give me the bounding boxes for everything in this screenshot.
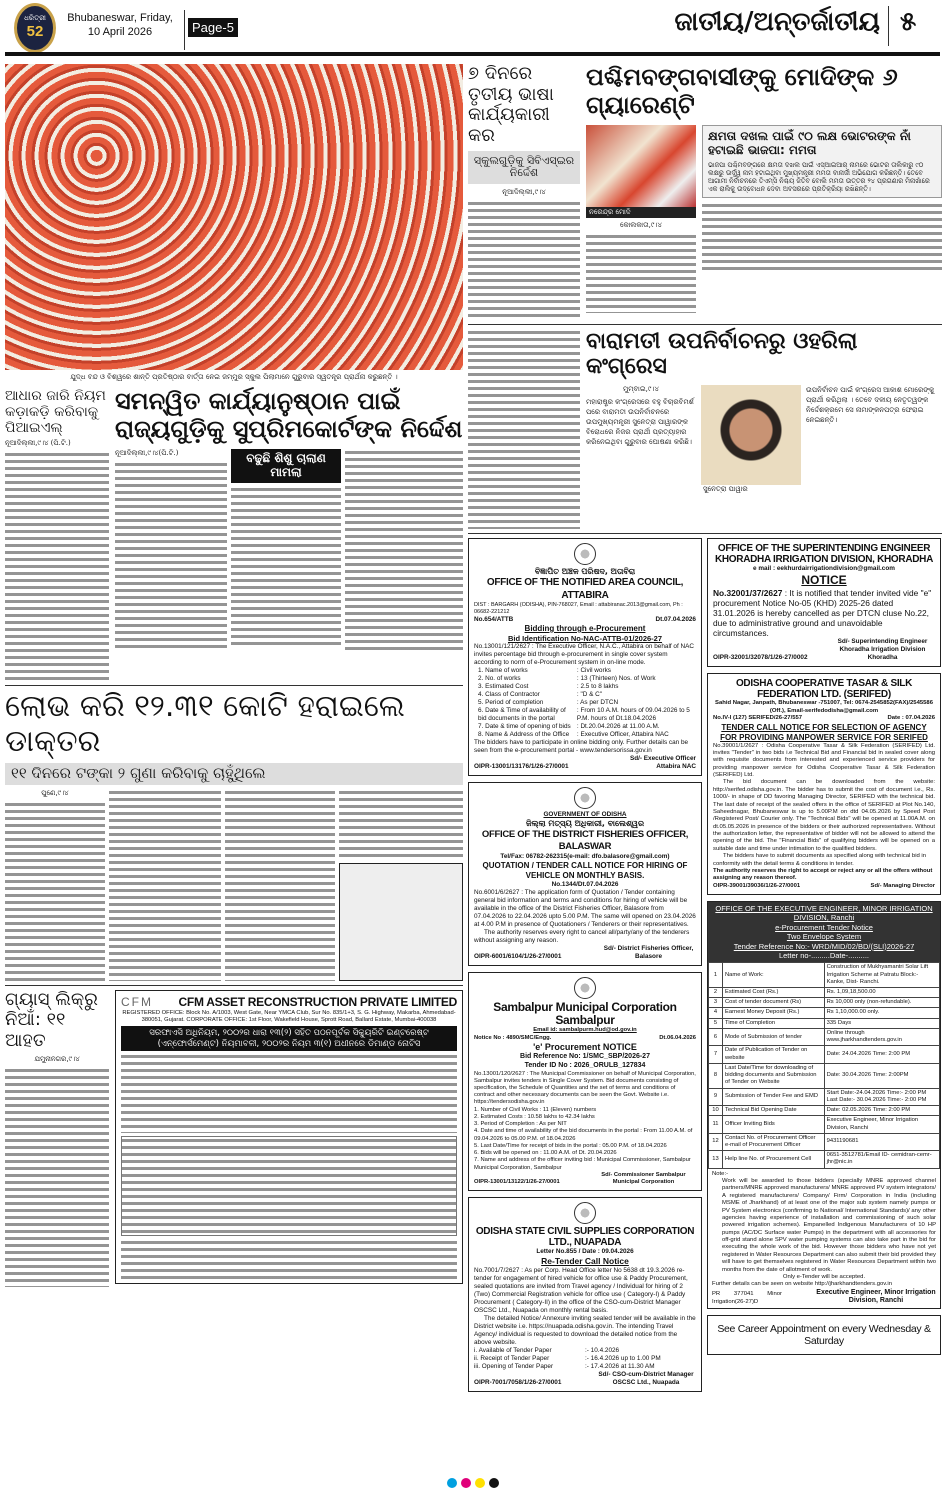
sambalpur-heading: 'e' Procurement NOTICE	[533, 1041, 637, 1052]
serifed-p1: No.39001/1/2627 : Odisha Cooperative Tasar & Silk Federation (SERIFED) Ltd. invites "Tender" in two bids i.e Technical Bid and Financial bid in sealed cover along with requisite documents from interested and experienced service providers for providing manpower service for Odisha Cooperative Tasar & Silk Federation (SERIFED) Ltd.	[713, 742, 935, 779]
row-number: 10	[709, 1106, 723, 1116]
dateline-gas: ଯମୁନାନଗର,୯।୪	[34, 1054, 80, 1063]
row-label: Help line No. of Procurement Cell	[723, 1151, 825, 1168]
attabira-item	[474, 683, 696, 691]
page-label: Page-5	[188, 18, 238, 37]
item-value: : "D & C"	[576, 691, 603, 699]
table-row	[709, 1133, 940, 1150]
row-number: 9	[709, 1088, 723, 1105]
row-number: 1	[709, 963, 723, 988]
mamata-body: ଭାଜପା ପଶ୍ଚିମବଙ୍ଗରେ କ୍ଷମତା ଦଖଲ ପାଇଁ ଏସ୍ଆଇଆର୍ ନାମରେ ଭୋଟର ତାଲିକାରୁ ୯୦ ଲକ୍ଷରୁ ଊର୍ଦ୍ଧ୍ୱ ନାମ ହଟାଇଥିବା ମୁଖ୍ୟମନ୍ତ୍ରୀ ମମତା ବାନାର୍ଜୀ ଅଭିଯୋଗ କରିଛନ୍ତି। ତେବେ ଆଗାମୀ ନିର୍ବାଚନରେ ତିଏମ୍‌ସି ନିଶ୍ଚୟ ଜିତିବ ବୋଲି ମମତା ଉତ୍ତର ୨୪ ପ୍ରଗଣାର ମିନାଖାଁରେ ଏକ ରାଲିକୁ ଉଦ୍‌ବୋଧନ ଦେବା ଅବସରରେ ପ୍ରତିକ୍ରିୟା ରଖିଛନ୍ତି।	[708, 160, 930, 194]
table-row	[709, 1008, 940, 1018]
serifed-title: ODISHA COOPERATIVE TASAR & SILK FEDERATION LTD. (SERIFED)	[735, 678, 913, 701]
ranchi-header-line: Two Envelope System	[786, 932, 862, 942]
body-text	[702, 202, 942, 272]
attabira-oipr: OIPR-13001/13176/1/26-27/0001	[474, 763, 569, 771]
fisheries-contact: Tel/Fax: 06782-262315(e-mail: dfo.balasore@gmail.com)	[500, 852, 670, 860]
anniversary-logo	[14, 3, 56, 53]
fisheries-p1: No.6001/6/2627 : The application form of Quotation / Tender containing general bid information and terms and conditions for hiring of vehicle will be available in the office of the District Fisheries Officer, Balasore from 07.04.2026 to 22.04.2026 upto 5.00 P.M. The same will opened on 23.04.2026 at 4.00 P.M in presence of Quotationers / Tenderers or their representatives.	[474, 888, 696, 928]
section-title: ଜାତୀୟ/ଅନ୍ତର୍ଜାତୀୟ	[674, 7, 880, 37]
dateline-aadhaar: ନୂଆଦିଲ୍ଲୀ,୯।୪ (ପି.ଟି.)	[5, 439, 71, 448]
khoradha-email: e mail : eekhurdairrigationdivision@gmail.com	[753, 565, 895, 573]
left-column	[5, 64, 463, 1290]
item-label: 5. Period of completion	[478, 699, 544, 707]
row-number: 7	[709, 1046, 723, 1063]
attabira-item	[474, 707, 696, 723]
item-label: 7. Date & time of opening of bids	[478, 723, 571, 731]
cfm-footer	[121, 1239, 457, 1279]
notice-serifed	[707, 673, 941, 895]
photo-caption: ଯୁଦ୍ଧ ବନ୍ଦ ଓ ବିଶ୍ୱରେ ଶାନ୍ତି ପ୍ରତିଷ୍ଠାର ବାର୍ତ୍ତା ନେଇ ଜମ୍ମୁର ସ୍କୁଲ ପିଲାମାନେ ଗୁରୁବାର ସ୍ୱତନ୍ତ୍ର ପ୍ରାର୍ଥନା କରୁଛନ୍ତି ।	[70, 373, 398, 381]
attabira-item	[474, 675, 696, 683]
body-text	[225, 789, 335, 981]
row-value: Online through www.jharkhandtenders.gov.in	[824, 1028, 939, 1045]
row-value: Construction of Mukhyamantri Solar Lift Irrigation Scheme at Patratu Block:- Kanke, Dist- Ranchi.	[824, 963, 939, 988]
oscsc-item	[474, 1347, 696, 1355]
row-number: 11	[709, 1116, 723, 1133]
fisheries-p2: The authority reserves every right to cancel all/party/any of the tenderers without assigning any reason.	[474, 928, 690, 944]
dateline-kolkata: କୋଲକାତା,୯।୪	[619, 221, 663, 230]
oscsc-item	[474, 1363, 696, 1371]
cfm-logo: CFM	[121, 994, 153, 1009]
mamata-box	[702, 125, 942, 198]
sambalpur-bid-ref: Bid Reference No: 1/SMC_SBP/2026-27	[520, 1053, 650, 1060]
attabira-item	[474, 667, 696, 675]
sunetra-caption: ସୁନେତ୍ରା ପାୱାର	[703, 484, 748, 493]
oscsc-sign: Sd/- CSO-cum-District Manager OSCSC Ltd., Nuapada	[598, 1370, 694, 1386]
notice-fisheries	[468, 782, 702, 966]
table-row	[709, 1088, 940, 1105]
serifed-ref: No.IV-I (127) SERIFED/26-27/557	[713, 715, 803, 722]
item-value: : Executive Officer, Attabira NAC	[576, 731, 669, 739]
body-text	[5, 1067, 109, 1287]
ranchi-note-label: Note:-	[712, 1170, 729, 1177]
item-value: : Dt.20.04.2026 at 11.00 A.M.	[576, 723, 660, 731]
item-label: 2. No. of works	[478, 675, 521, 683]
attabira-date: Dt.07.04.2026	[655, 615, 696, 623]
page-body	[5, 64, 942, 1398]
khoradha-oipr: OIPR-32001/32078/1/26-27/0002	[713, 654, 808, 662]
item-value: : As per DTCN	[576, 699, 619, 707]
dateline-day: Bhubaneswar, Friday,	[67, 12, 173, 24]
modi-photo	[586, 125, 696, 207]
dateline-pune: ପୁଣେ,୯।୪	[41, 788, 69, 797]
body-text	[115, 461, 227, 651]
table-row	[709, 1028, 940, 1045]
attabira-heading: Bidding through e-Procurement	[524, 623, 646, 633]
notice-sambalpur	[468, 972, 702, 1191]
row-value: 335 Days	[824, 1018, 939, 1028]
item-value: : Civil works	[576, 667, 611, 675]
sambalpur-item: 5. Last Date/Time for receipt of bids in the portal : 05.00 P.M. of 18.04.2026	[474, 1142, 667, 1149]
attabira-item	[474, 699, 696, 707]
serifed-p3: The bidders have to submit documents as specified along with technical bid in conformity with the detail terms & conditions in tender.	[713, 853, 927, 867]
item-label: iii. Opening of Tender Paper	[474, 1362, 554, 1370]
table-row	[709, 1046, 940, 1063]
ranchi-pr: PR 377041 Minor Irrigation(26-27)D	[712, 1291, 782, 1305]
sambalpur-item: 4. Date and time of availability of the bid documents in the portal : From 11.00 A.M. of 09.04.2026 to 05.00 P.M. of 18.04.2026	[474, 1128, 693, 1142]
sambalpur-oipr: OIPR-13001/13122/1/26-27/0001	[474, 1179, 560, 1186]
row-value: Start Date:-24.04.2026 Time:- 2:00 PM Last Date:- 30.04.2026 Time:- 2:00 PM	[824, 1088, 939, 1105]
dateline-delhi: ନୂଆଦିଲ୍ଲୀ,୯।୪	[502, 188, 546, 197]
headline-third-language: ୭ ଦିନରେ ତୃତୀୟ ଭାଷା କାର୍ଯ୍ୟକାରୀ କର	[468, 63, 554, 147]
khoradha-ref: No.32001/37/2627	[713, 588, 783, 599]
fisheries-sign: Sd/- District Fisheries Officer, Balasore	[603, 944, 694, 960]
item-value: :- 10.4.2026	[585, 1346, 620, 1354]
serifed-oipr: OIPR-39001/39036/1/26-27/0001	[713, 882, 801, 889]
ranchi-header-line: Letter no-.........Date-..........	[778, 950, 870, 960]
school-prayer-photo	[5, 64, 463, 370]
row-value: 9431190681	[824, 1133, 939, 1150]
oscsc-logo-icon	[574, 1202, 596, 1224]
attabira-item	[474, 731, 696, 739]
right-column	[468, 64, 942, 1398]
attabira-item	[474, 691, 696, 699]
page-number: ୫	[900, 7, 917, 37]
oscsc-oipr: OIPR-7001/7058/1/26-27/0001	[474, 1378, 562, 1386]
fisheries-title: OFFICE OF THE DISTRICT FISHERIES OFFICER, BALASWAR	[481, 829, 689, 853]
ranchi-note-2: Only e-Tender will be accepted.	[782, 1273, 866, 1280]
subhead-cbse: ସ୍କୁଲଗୁଡ଼ିକୁ ସିବିଏସ୍‌ଇର ନିର୍ଦ୍ଦେଶ	[468, 151, 580, 184]
ranchi-header-line: e-Procurement Tender Notice	[775, 922, 873, 932]
body-text	[468, 200, 580, 320]
notice-ranchi	[707, 901, 941, 1309]
attabira-footer: The bidders have to participate in online bidding only. Further details can be seen from the e-procurement portal - www.tendersorissa.gov.in	[474, 739, 689, 755]
khoradha-body: : It is notified that tender invited vide "e" procurement Notice No-05 (KHD) 2025-26 dated 31.01.2026 is hereby cancelled as per DTCN cluse No.22, due to administrative ground and unavoidable circumstances.	[713, 588, 932, 639]
item-label: 1. Name of works	[478, 667, 528, 675]
print-registration-marks	[0, 1475, 945, 1493]
callout-child-trafficking: ବଢୁଛି ଶିଶୁ ଚାଲାଣ ମାମଲା	[231, 449, 341, 483]
item-label: ii. Receipt of Tender Paper	[474, 1354, 550, 1362]
row-value: Rs 1,10,000.00 only.	[824, 1008, 939, 1018]
row-label: Officer Inviting Bids	[723, 1116, 825, 1133]
notice-khoradha	[707, 538, 941, 667]
row-label: Contact No. of Procurement Officer e-mail of Procurement Officer	[723, 1133, 825, 1150]
row-label: Mode of Submission of tender	[723, 1028, 825, 1045]
sambalpur-email: Email id: sambalpurm.hud@od.gov.in	[533, 1027, 637, 1034]
oscsc-heading: Re-Tender Call Notice	[541, 1256, 629, 1267]
attabira-ref: No.654/ATTB	[474, 615, 514, 623]
cfm-table	[121, 1136, 457, 1236]
serifed-p4: The authority reserves the right to accept or reject any or all the offers without assigning any reason thereof.	[713, 867, 933, 882]
row-number: 4	[709, 1008, 723, 1018]
modi-photo-caption: ନରେନ୍ଦ୍ର ମୋଦି	[586, 207, 696, 218]
row-number: 8	[709, 1063, 723, 1088]
cfm-address: REGISTERED OFFICE: Block No. A/1003, West Gate, Near YMCA Club, Sur No. 835/1+3, S. G. Highway, Makarba, Ahmedabad-380051, Gujarat. CORPORATE OFFICE: 1st Floor, Wakefield House, Sprott Road, Ballard Estate, Mumbai-400038	[122, 1009, 456, 1023]
fisheries-heading: QUOTATION / TENDER CALL NOTICE FOR HIRING OF VEHICLE ON MONTHLY BASIS.	[482, 860, 688, 880]
item-label: 6. Date & Time of availability of bid documents in the portal	[478, 707, 566, 723]
row-number: 13	[709, 1151, 723, 1168]
row-value: Date: 02.05.2026 Time: 2:00 PM	[824, 1106, 939, 1116]
item-value: : 2.5 to 8 lakhs	[576, 683, 619, 691]
attabira-item	[474, 723, 696, 731]
headline-doctor: ଲୋଭ କରି ୧୨.୩୧ କୋଟି ହରାଇଲେ ଡାକ୍ତର	[5, 689, 405, 759]
item-label: 8. Name & Address of the Office	[478, 731, 570, 739]
fisheries-odia-title: ଜିଲ୍ଲା ମତ୍ସ୍ୟ ଅଧିକାରୀ, ବାଲେଶ୍ୱର	[525, 819, 645, 829]
attabira-title: OFFICE OF THE NOTIFIED AREA COUNCIL, ATTABIRA	[486, 577, 684, 601]
headline-aadhaar: ଆଧାର ଜାରି ନିୟମ କଡ଼ାକଡ଼ି କରିବାକୁ ପିଆଇଏଲ୍	[5, 388, 106, 437]
sambalpur-title: Sambalpur Municipal Corporation Sambalpur	[493, 999, 677, 1028]
sambalpur-sign: Sd/- Commissioner Sambalpur Municipal Corporation	[601, 1171, 686, 1186]
khoradha-heading: NOTICE	[801, 573, 847, 588]
table-row	[709, 1018, 940, 1028]
item-value: :- 16.4.2026 up to 1.00 PM	[585, 1354, 661, 1362]
serifed-date: Date : 07.04.2026	[887, 715, 935, 722]
body-text	[345, 449, 463, 654]
fisheries-ref: No.1344/Dt.07.04.2026	[551, 880, 619, 888]
career-banner: See Career Appointment on every Wednesday & Saturday	[707, 1315, 941, 1355]
serifed-heading: TENDER CALL NOTICE FOR SELECTION OF AGENCY FOR PROVIDING MANPOWER SERVICE FOR SERIFED	[720, 722, 928, 742]
dateline-date: 10 April 2026	[87, 25, 153, 38]
attabira-contact: DIST : BARGARH (ODISHA), PIN-768027, Email : attabiranac.2013@gmail.com, Ph : 06682-221212	[474, 602, 683, 615]
sambalpur-tender-id: Tender ID No : 2026_ORULB_127834	[524, 1061, 646, 1069]
smc-emblem-icon	[574, 977, 596, 999]
row-number: 5	[709, 1018, 723, 1028]
oscsc-item	[474, 1355, 696, 1363]
table-row	[709, 1106, 940, 1116]
body-text	[231, 486, 341, 646]
table-row	[709, 998, 940, 1008]
notice-attabira	[468, 538, 702, 776]
logo-years: 52	[26, 23, 44, 40]
attabira-intro: No.13001/121/2627 : The Executive Officer, N.A.C., Attabira on behalf of NAC invites percentage bid through e-procurement in single cover system according to norm of e-Procurement system in on-line mode.	[474, 643, 695, 667]
item-label: 4. Class of Contractor	[478, 691, 540, 699]
row-number: 2	[709, 988, 723, 998]
cfm-demand-notice	[115, 990, 463, 1285]
serifed-sign: Sd/- Managing Director	[870, 882, 935, 889]
dateline	[60, 12, 180, 40]
mamata-headline: କ୍ଷମତା ଦଖଲ ପାଇଁ ୯୦ ଲକ୍ଷ ଭୋଟରଙ୍କ ନାଁ ହଟାଇଛି ଭାଜପା: ମମତା	[708, 129, 911, 157]
row-number: 3	[709, 998, 723, 1008]
body-text	[468, 329, 580, 529]
headline-supreme-court: ସମନ୍ୱିତ କାର୍ଯ୍ୟାନୁଷ୍ଠାନ ପାଇଁ ରାଜ୍ୟଗୁଡ଼ିକୁ ସୁପ୍ରିମକୋର୍ଟଙ୍କ ନିର୍ଦ୍ଦେଶ	[115, 387, 463, 443]
sambalpur-item: 7. Name and address of the officer inviting bid : Municipal Commissioner, Sambalpur Municipal Corporation, Sambalpur	[474, 1157, 691, 1171]
row-value: Date: 24.04.2026 Time: 2:00 PM	[824, 1046, 939, 1063]
table-row	[709, 1151, 940, 1168]
row-label: Technical Bid Opening Date	[723, 1106, 825, 1116]
item-label: i. Available of Tender Paper	[474, 1346, 552, 1354]
headline-gas-leak: ଗ୍ୟାସ୍ ଲିକ୍‌ରୁ ନିଆଁ: ୧୧ ଆହତ	[5, 988, 98, 1051]
row-label: Name of Work:	[723, 963, 825, 988]
row-number: 6	[709, 1028, 723, 1045]
row-label: Submission of Tender Fee and EMD	[723, 1088, 825, 1105]
odisha-emblem-icon	[574, 787, 596, 809]
sambalpur-ref: Notice No : 4890/SMC/Engg.	[474, 1034, 552, 1041]
cfm-title: CFM ASSET RECONSTRUCTION PRIVATE LIMITED	[178, 994, 457, 1009]
row-label: Cost of tender document (Rs)	[723, 998, 825, 1008]
logo-text: ଧରିତ୍ରୀ	[24, 14, 46, 22]
fisheries-gov: GOVERNMENT OF ODISHA	[543, 811, 627, 819]
odisha-emblem-icon	[574, 543, 596, 565]
mini-ad	[339, 863, 463, 981]
row-label: Earnest Money Deposit (Rs.)	[723, 1008, 825, 1018]
table-row	[709, 1116, 940, 1133]
oscsc-p2: The detailed Notice/ Annexure inviting sealed tender will be available in the District website i.e. https://nuapada.odisha.gov.in. The intending Travel Agency/ individual is requested to download the detailed notice from the above website.	[474, 1314, 696, 1346]
attabira-odia-title: ବିଜ୍ଞାପିତ ଅଞ୍ଚଳ ପରିଷଦ, ଅତାବିରା	[534, 567, 636, 577]
table-row	[709, 1063, 940, 1088]
sambalpur-item: 2. Estimated Costs : 10.58 lakhs to 42.34 lakhs	[474, 1113, 595, 1120]
dateline-mumbai: ମୁମ୍ବାଇ,୯।୪	[622, 384, 659, 393]
attabira-sign: Sd/- Executive Officer Attabira NAC	[629, 755, 696, 771]
baramati-body-2: ଉପନିର୍ବାଚନ ପାଇଁ କଂଗ୍ରେସ ଆକାଶ ମୋରେଙ୍କୁ ପ୍ରାର୍ଥୀ କରିଥିଲା । ତେବେ ଦଳୀୟ ନେତୃତ୍ୱଙ୍କ ନିର୍ଦ୍ଦେଶକ୍ରମେ ସେ ନାମାଙ୍କନପତ୍ର ଫେରାଇ ନେଇଛନ୍ତି।	[806, 385, 935, 425]
oscsc-p1: No.7001/7/2627 : As per Corp. Head Office letter No 5638 dt 19.3.2026 re-tender for engagement of hired vehicle for office use & Paddy Procurement, sealed quotations are invited from Travel agency / Individual for hiring of 2 (Two) Commercial Registration vehicle for office use ( Category-I) & Paddy Procurement ( Category-II) in the office of the CSO-cum-District Manager OSCSC Ltd., Nuapada on monthly rental basis.	[474, 1266, 688, 1314]
notice-oscsc	[468, 1197, 702, 1392]
row-label: Time of Completion	[723, 1018, 825, 1028]
body-text	[109, 789, 221, 981]
item-value: :- 17.4.2026 at 11.30 AM	[585, 1362, 655, 1370]
row-label: Last Date/Time for downloading of bidding documents and Submission of Tender on Website	[723, 1063, 825, 1088]
item-label: 3. Estimated Cost	[478, 683, 529, 691]
row-label: Estimated Cost (Rs.)	[723, 988, 825, 998]
attabira-bid-id: Bid Identification No-NAC-ATTB-01/2026-27	[507, 633, 663, 643]
oscsc-title: ODISHA STATE CIVIL SUPPLIES CORPORATION LTD., NUAPADA	[475, 1226, 695, 1249]
ranchi-sign: Executive Engineer, Minor Irrigation Division, Ranchi	[816, 1288, 936, 1305]
headline-modi: ପଶ୍ଚିମବଙ୍ଗବାସୀଙ୍କୁ ମୋଦିଙ୍କ ୬ ଗ୍ୟାରେଣ୍ଟି	[586, 63, 898, 119]
serifed-address: Sahid Nagar, Janpath, Bhubaneswar -751007, Tel: 0674-2545852(FAX)/2545586 (Off.), Email-serifedodisha@gmail.com	[715, 700, 933, 714]
khoradha-sign: Sd/- Superintending Engineer Khoradha Irrigation Division Khoradha	[837, 638, 928, 662]
ranchi-tender-table	[708, 962, 940, 1168]
item-value: : 13 (Thirteen) Nos. of Work	[576, 675, 656, 683]
serifed-p2: The bid document can be downloaded from the website: http://serifed.odisha.gov.in. The bidder has to submit the cost of document i.e., Rs. 1000/- in shape of DD favoring Managing Director, SERIFED with the technical bid. The last date of receipt of the sealed offers in the office of SERIFED at Plot No.140, Saheednagar, Bhubaneswar is up to 5.00P.M on dtd 04.05.2026 by Speed Post /Registered Post/ Courier only. The "Technical Bids" will be opened at 11.00A.M. on dt.05.05.2026 in presence of the bidders or their authorized representatives. Without the authorization letter, the representative of bidder will not be allowed to attend the opening of the bid. The "Financial Bids" of qualifying bidders will be opened on a suitable date and time under intimation to the qualified bidders.	[713, 779, 935, 852]
row-value: 0651-3512781/Email ID- cemidran-cemr-jhr@nic.in	[824, 1151, 939, 1168]
sambalpur-date: Dt.06.04.2026	[659, 1034, 696, 1041]
row-value: Rs 10,000 only (non-refundable).	[824, 998, 939, 1008]
sambalpur-intro: No.13001/120/2627 : The Municipal Commissioner on behalf of Municipal Corporation, Sambalpur invites tenders in Single Cover System. Bid documents consisting of specification, the Schedule of Quantities and the set of terms and conditions of contract and other necessary documents can be seen the Govt. Website i.e. https://tendersodisha.gov.in	[474, 1070, 696, 1106]
headline-baramati: ବାରାମତୀ ଉପନିର୍ବାଚନରୁ ଓହରିଲା କଂଗ୍ରେସ	[586, 329, 858, 380]
body-text	[586, 233, 696, 313]
ranchi-header-line: OFFICE OF THE EXECUTIVE ENGINEER, MINOR IRRIGATION DIVISION, Ranchi	[715, 904, 933, 923]
item-value: : From 10 A.M. hours of 09.04.2026 to 5 P.M. hours of Dt.18.04.2026	[576, 707, 690, 723]
sambalpur-item: 6. Bids will be opened on : 11.00 A.M. of Dt. 20.04.2026	[474, 1150, 617, 1157]
row-label: Date of Publication of Tender on website	[723, 1046, 825, 1063]
body-text	[339, 789, 463, 859]
sunetra-photo	[701, 385, 801, 485]
table-row	[709, 963, 940, 988]
khoradha-title: OFFICE OF THE SUPERINTENDING ENGINEER KHORADHA IRRIGATION DIVISION, KHORADHA	[714, 543, 934, 566]
row-number: 12	[709, 1133, 723, 1150]
dateline-sc: ନୂଆଦିଲ୍ଲୀ,୯।୪(ପି.ଟି.)	[115, 449, 179, 458]
row-value: Rs. 1,09,18,500.00	[824, 988, 939, 998]
ranchi-further: Further details can be seen on website http://jharkhandtenders.gov.in	[712, 1281, 892, 1288]
table-row	[709, 988, 940, 998]
row-value: Date: 30.04.2026 Time: 2:00PM	[824, 1063, 939, 1088]
body-text	[5, 451, 109, 681]
masthead	[0, 0, 945, 58]
subhead-doctor: ୧୧ ଦିନରେ ଟଙ୍କା ୨ ଗୁଣା କରିବାକୁ ଚାହୁଁଥିଲେ	[5, 763, 463, 784]
baramati-body-1: ମହାରାଷ୍ଟ୍ର କଂଗ୍ରେସରେ ବହୁ ବିଚାରବିମର୍ଶ ପରେ ବାରାମତୀ ଉପନିର୍ବାଚନରେ ଉପମୁଖ୍ୟମନ୍ତ୍ରୀ ସୁନେତ୍ରା ପାୱାରଙ୍କ ବିରୋଧରେ ନିଜର ପ୍ରାର୍ଥୀ ପ୍ରତ୍ୟାହାର କରିନେଇଥିବା ଗୁରୁବାର ଘୋଷଣା କରିଛି।	[586, 397, 694, 447]
cfm-body	[121, 1053, 457, 1133]
fisheries-oipr: OIPR-6001/6104/1/26-27/0001	[474, 952, 562, 960]
cfm-banner: ସରଫାଏସି ଅଧିନିୟମ, ୨୦୦୨ର ଧାରା ୧୩(୨) ସହିତ ପଠନପୂର୍ବକ ସିକ୍ୟୁରିଟି ଇଣ୍ଟରେଷ୍ଟ (ଏନ୍‌ଫୋର୍ସମେଣ୍ଟ) ନିୟମାବଳୀ, ୨୦୦୨ର ନିୟମ ୩(୧) ଅଧୀନରେ ଡିମାଣ୍ଡ ନୋଟିସ	[121, 1026, 457, 1051]
row-value: Executive Engineer, Minor Irrigation Division, Ranchi	[824, 1116, 939, 1133]
sambalpur-item: 1. Number of Civil Works : 11 (Eleven) numbers	[474, 1106, 597, 1113]
sambalpur-item: 3. Period of Completion : As per NIT	[474, 1121, 567, 1128]
ranchi-note-1: Work will be awarded to those bidders (specially MNRE approved channel partners/MNRE approved manufacturers/ MNRE approved PV system integrators/ A registered manufacturers/ Company/ Firm/ Corporation in India (including MSME of Jharkhand) of at least one of the major sub system namely pumps or PV System electronics (confirming to National/ International Standards)/ any other agencies having experience of installation and commissioning of such solar powered irrigation schemes). Empanelled Indigenous Manufacturers of 10 HP pumps (AC/DC Surface water Pumps) in the department with all accessories for off-grid stand alone SPV water pumping systems can also take part in the bid for executing the whole work of the bid. However those bidders who have not yet registered in Water Resources Department can also submit their bid provided they will have to get themselves registered in Water Resources Department within two months from the date of allotment of work.	[722, 1178, 936, 1273]
body-text	[5, 801, 105, 981]
ranchi-header-line: Tender Reference No:- WRD/MID/02/BD/(SLI)2026-27	[733, 941, 915, 951]
oscsc-letter: Letter No.855 / Date : 09.04.2026	[536, 1248, 634, 1256]
